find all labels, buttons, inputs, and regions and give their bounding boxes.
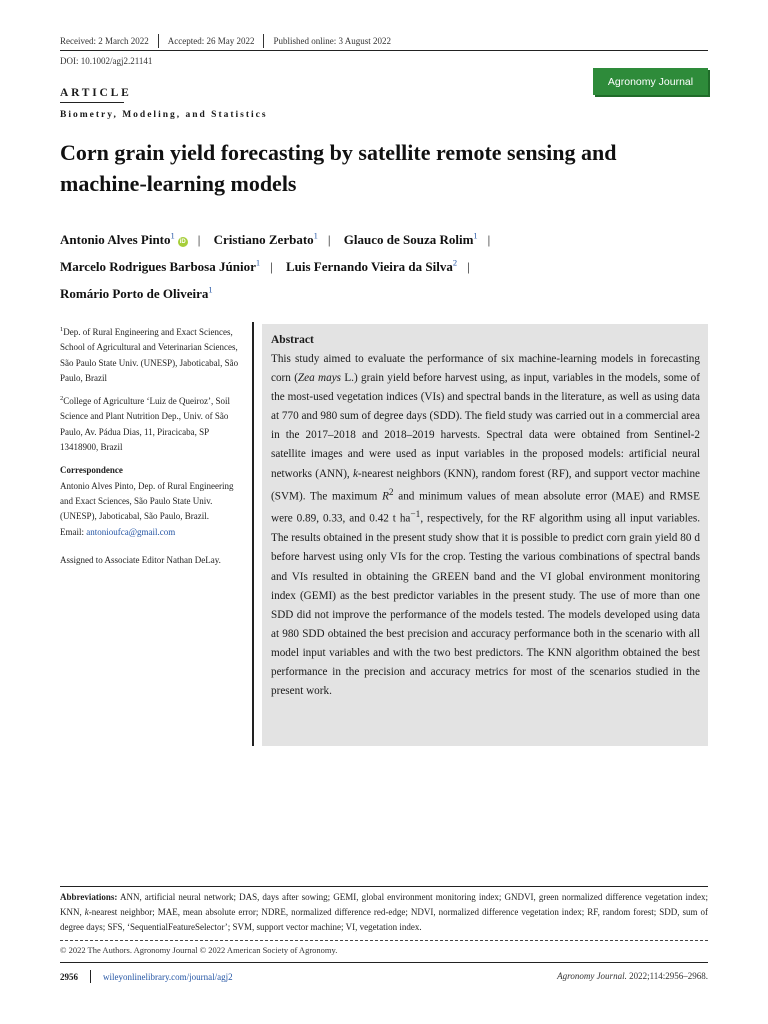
abstract-text: This study aimed to evaluate the performance of six machine-learning models in forecasting corn (Zea mays L.) grain yield before harvest using, as input, variables in the models, some of the most-used vegetation indices (VIs) and spectral bands in the literature, as well as using data at 770 and 980 sum of degree days (SDD). The field study was carried out in a commercial area in the 2017–2018 and 2018–2019 harvests. Spectral data were obtained from Sentinel-2 satellite images and were used as input variables in the proposed models: artificial neural networks (ANN), k-nearest neighbors (KNN), random forest (RF), and support vector machine (SVM). The maximum $R^2$ and minimum values of mean absolute error (MAE) and RMSE were 0.89, 0.33, and 0.42 t $ha^{-1}$, respectively, for the RF algorithm using all input variables. The results obtained in the present study show that it is possible to predict corn grain yield 80 d before harvest using only VIs for the crop. Testing the various combinations of spectral bands and VIs resulted in obtaining the GREEN band and the VI global environment monitoring index (GEMI) as the best predictor variables in the present study. The use of more than one SDD did not improve the performance of the models tested. The models developed using data at 980 SDD obtained the best precision and accuracy performance both in the scenario with all model input variables and with the two best predictors. The KNN algorithm obtained the best performance in the precision and accuracy metrics for most of the scenarios studied in the present work. xyxy=(271,353,701,698)
orcid-icon[interactable]: iD xyxy=(179,239,186,246)
article-type: ARTICLE xyxy=(60,87,132,99)
abstract-heading: Abstract xyxy=(271,334,314,346)
author[interactable]: Romário Porto de Oliveira$^1$ xyxy=(60,284,213,301)
paper-title: Corn grain yield forecasting by satellite remote sensing and machine-learning models xyxy=(60,140,617,196)
author[interactable]: Marcelo Rodrigues Barbosa Júnior$^1$ xyxy=(60,257,261,275)
dashed-divider xyxy=(60,940,708,941)
received-date: Received: 2 March 2022 xyxy=(60,36,149,46)
abstract-box xyxy=(262,324,708,746)
published-date: Published online: 3 August 2022 xyxy=(273,36,391,46)
section-label: Biometry, Modeling, and Statistics xyxy=(60,110,268,120)
copyright: © 2022 The Authors. Agronomy Journal © 2022 American Society of Agronomy. xyxy=(60,945,338,955)
header-rule xyxy=(60,50,708,51)
author[interactable]: Luis Fernando Vieira da Silva$^2$ xyxy=(285,257,458,275)
correspondence-text: Antonio Alves Pinto, Dep. of Rural Engineering and Exact Sciences, São Paulo State Univ. (UNESP), Jaboticabal, São Paulo, Brazil. Email: antonioufca@gmail.com xyxy=(60,480,234,537)
citation: Agronomy Journal. 2022;114:2956–2968. xyxy=(557,971,708,981)
affiliations-column xyxy=(60,322,245,573)
author[interactable]: Cristiano Zerbato$^1$ xyxy=(213,231,318,248)
journal-logo-badge xyxy=(593,68,708,95)
column-divider xyxy=(252,322,254,746)
affiliation-2: $^2$College of Agriculture ‘Luiz de Queiroz’, Soil Science and Plant Nutrition Dep., Univ. of São Paulo, Av. Pádua Dias, 11, Piracicaba, SP 13418900, Brazil xyxy=(60,395,230,453)
divider xyxy=(263,34,264,48)
page-number: 2956 xyxy=(60,971,78,982)
divider xyxy=(90,970,91,983)
journal-badge-label: Agronomy Journal xyxy=(607,75,694,88)
email-link[interactable]: antonioufca@gmail.com xyxy=(86,526,176,537)
accepted-date: Accepted: 26 May 2022 xyxy=(167,36,255,46)
correspondence-heading: Correspondence xyxy=(60,465,123,476)
footer-rule xyxy=(60,962,708,963)
publication-dates xyxy=(60,34,391,48)
footer-left xyxy=(60,970,233,983)
author[interactable]: Antonio Alves Pinto$^1$iD xyxy=(60,231,186,248)
doi: DOI: 10.1002/agj2.21141 xyxy=(60,56,153,66)
abbreviations-rule xyxy=(60,886,708,887)
abbreviations: Abbreviations: ANN, artificial neural network; DAS, days after sowing; GEMI, global environment monitoring index; GNDVI, green normalized difference vegetation index; KNN, k-nearest neighbor; MAE, mean absolute error; NDRE, normalized difference red-edge; NDVI, normalized difference vegetation index; RF, random forest; SDD, sum of degree days; SFS, ‘SequentialFeatureSelector’; SVM, support vector machine; VI, vegetation index. xyxy=(60,892,708,932)
author-list: Antonio Alves Pinto$^1$iD | Cristiano Zerbato$^1$ | Glauco de Souza Rolim$^1$ | Marcelo Rodrigues Barbosa Júnior$^1$ | Luis Fernando Vieira da Silva$^2$ | Romário Porto de Oliveira$^1$ xyxy=(60,231,491,301)
affiliation-1: $^1$Dep. of Rural Engineering and Exact Sciences, School of Agricultural and Veterinarian Sciences, São Paulo State Univ. (UNESP), Jaboticabal, São Paulo, Brazil xyxy=(60,326,239,383)
assigned-editor: Assigned to Associate Editor Nathan DeLay. xyxy=(60,554,221,565)
article-type-rule xyxy=(60,102,124,103)
divider xyxy=(158,34,159,48)
journal-url-link[interactable]: wileyonlinelibrary.com/journal/agj2 xyxy=(103,971,233,982)
author[interactable]: Glauco de Souza Rolim$^1$ xyxy=(343,231,478,248)
